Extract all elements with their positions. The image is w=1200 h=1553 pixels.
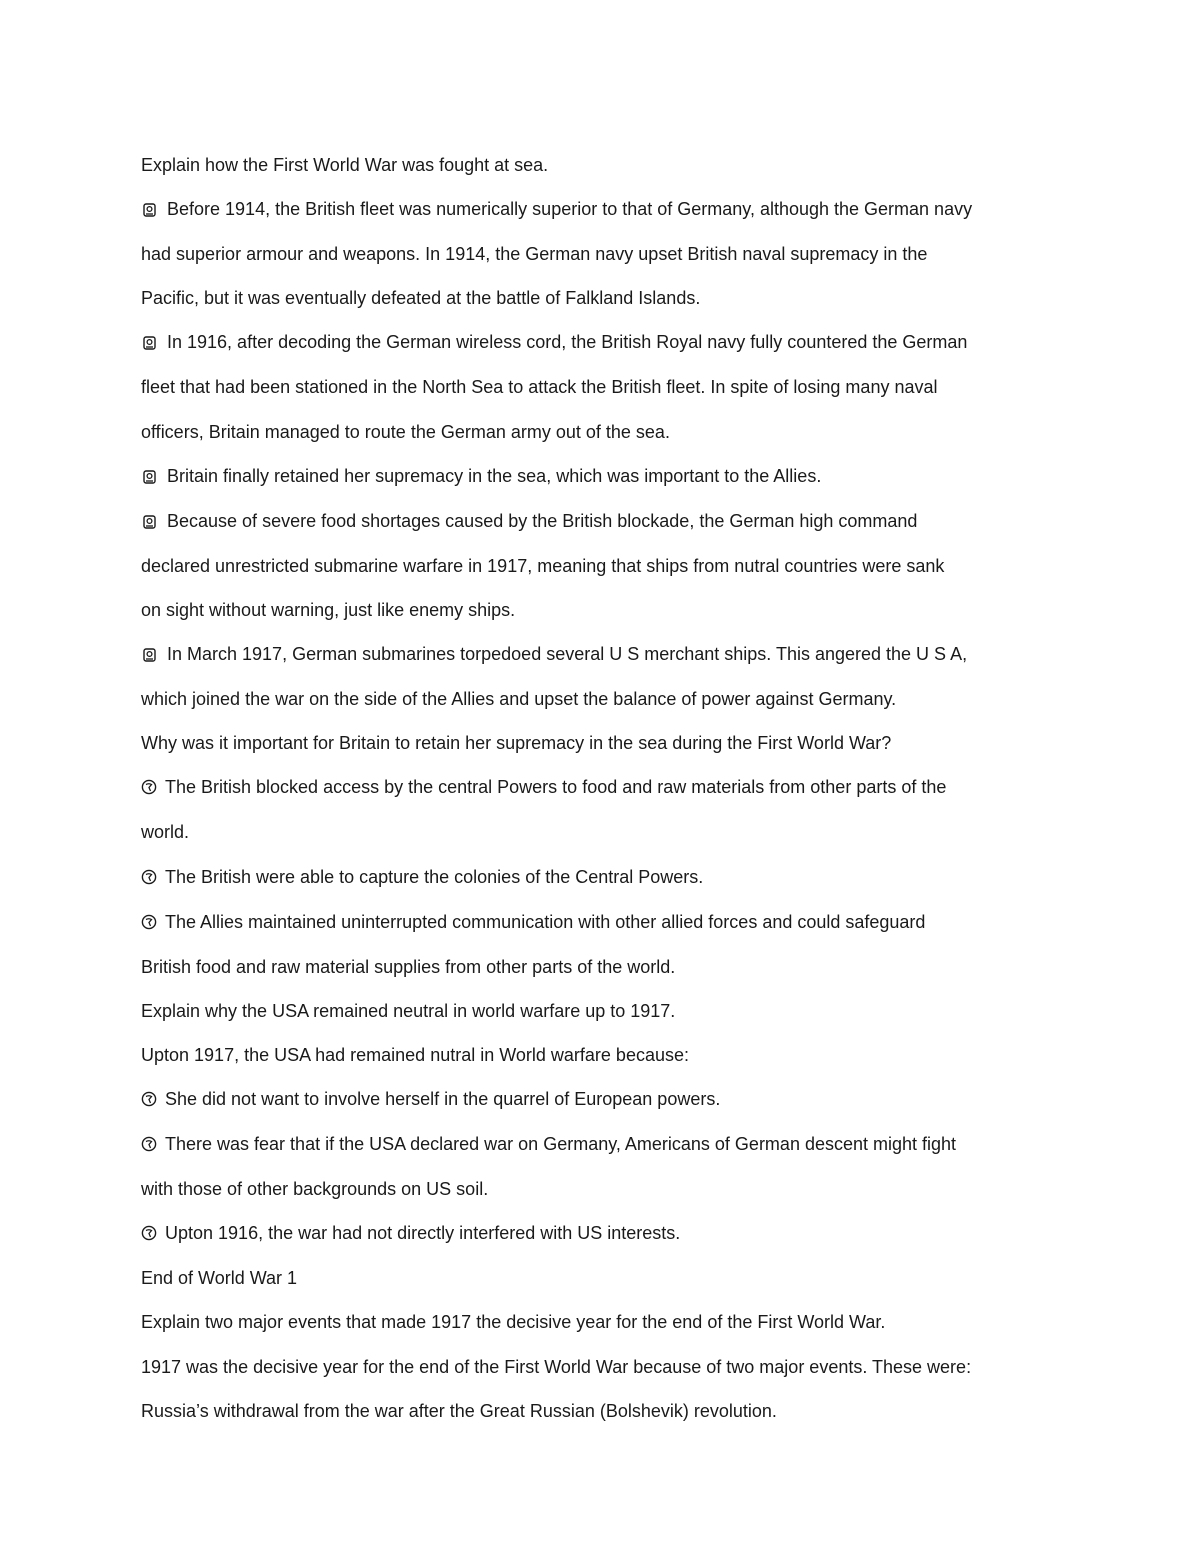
text-line [141, 232, 1071, 276]
line-text: The British blocked access by the central Powers to food and raw materials from other parts of the [165, 777, 947, 798]
line-text: Upton 1917, the USA had remained nutral in World warfare because: [141, 1044, 689, 1065]
text-line [141, 677, 1071, 721]
line-text: Russia’s withdrawal from the war after the Great Russian (Bolshevik) revolution. [141, 1400, 777, 1421]
text-line [141, 765, 1071, 810]
line-text: British food and raw material supplies from other parts of the world. [141, 956, 676, 977]
circled-bullet-icon [141, 1212, 165, 1256]
circled-bullet-icon [141, 901, 165, 945]
text-line [141, 276, 1071, 320]
text-line [141, 1256, 1071, 1300]
line-text: Because of severe food shortages caused by the British blockade, the German high command [167, 510, 918, 531]
text-line [141, 632, 1071, 677]
line-text: In 1916, after decoding the German wireless cord, the British Royal navy fully countered the German [167, 332, 968, 353]
line-text: with those of other backgrounds on US soil. [141, 1179, 489, 1200]
text-line [141, 187, 1071, 232]
line-text: had superior armour and weapons. In 1914, the German navy upset British naval supremacy in the [141, 244, 928, 265]
text-line [141, 499, 1071, 544]
line-text: 1917 was the decisive year for the end of the First World War because of two major events. These were: [141, 1356, 972, 1377]
text-line [141, 1345, 1071, 1389]
boxed-square-bullet-icon [143, 633, 167, 677]
line-text: world. [141, 822, 190, 843]
line-text: Explain two major events that made 1917 the decisive year for the end of the First World War. [141, 1312, 886, 1333]
line-text: Explain how the First World War was fought at sea. [141, 155, 549, 175]
line-text: declared unrestricted submarine warfare in 1917, meaning that ships from nutral countries were sank [141, 555, 945, 576]
text-line [141, 320, 1071, 365]
line-text: Pacific, but it was eventually defeated at the battle of Falkland Islands. [141, 288, 701, 309]
boxed-square-bullet-icon [143, 321, 167, 365]
line-text: which joined the war on the side of the Allies and upset the balance of power against Germany. [141, 689, 897, 710]
circled-bullet-icon [141, 766, 165, 810]
document-body [141, 143, 1071, 1433]
line-text: Britain finally retained her supremacy in the sea, which was important to the Allies. [167, 465, 822, 486]
line-text: fleet that had been stationed in the North Sea to attack the British fleet. In spite of losing many naval [141, 377, 938, 398]
boxed-square-bullet-icon [143, 455, 167, 499]
text-line [141, 945, 1071, 989]
text-line [141, 1033, 1071, 1077]
line-text: Upton 1916, the war had not directly interfered with US interests. [165, 1223, 681, 1244]
text-line [141, 1300, 1071, 1344]
text-line [141, 721, 1071, 765]
line-text: Explain why the USA remained neutral in world warfare up to 1917. [141, 1000, 676, 1021]
text-line [141, 1211, 1071, 1256]
text-line [141, 989, 1071, 1033]
boxed-square-bullet-icon [143, 500, 167, 544]
line-text: She did not want to involve herself in the quarrel of European powers. [165, 1088, 721, 1109]
line-text: In March 1917, German submarines torpedoed several U S merchant ships. This angered the U S A, [167, 644, 968, 665]
circled-bullet-icon [141, 1078, 165, 1122]
text-line [141, 544, 1071, 588]
line-text: Why was it important for Britain to retain her supremacy in the sea during the First World War? [141, 733, 892, 754]
text-line [141, 855, 1071, 900]
text-line [141, 1122, 1071, 1167]
circled-bullet-icon [141, 856, 165, 900]
line-text: End of World War 1 [141, 1268, 298, 1289]
text-line [141, 900, 1071, 945]
text-line [141, 588, 1071, 632]
circled-bullet-icon [141, 1123, 165, 1167]
line-text: officers, Britain managed to route the German army out of the sea. [141, 421, 670, 442]
boxed-square-bullet-icon [143, 188, 167, 232]
text-line [141, 1077, 1071, 1122]
text-line [141, 143, 1071, 187]
line-text: on sight without warning, just like enemy ships. [141, 599, 516, 620]
text-line [141, 1167, 1071, 1211]
text-line [141, 365, 1071, 409]
line-text: There was fear that if the USA declared war on Germany, Americans of German descent might fight [165, 1134, 957, 1155]
line-text: Before 1914, the British fleet was numerically superior to that of Germany, although the German navy [167, 199, 973, 220]
line-text: The British were able to capture the colonies of the Central Powers. [165, 866, 704, 887]
line-text: The Allies maintained uninterrupted communication with other allied forces and could safeguard [165, 911, 926, 932]
text-line [141, 1389, 1071, 1433]
text-line [141, 810, 1071, 854]
text-line [141, 410, 1071, 454]
text-line [141, 454, 1071, 499]
